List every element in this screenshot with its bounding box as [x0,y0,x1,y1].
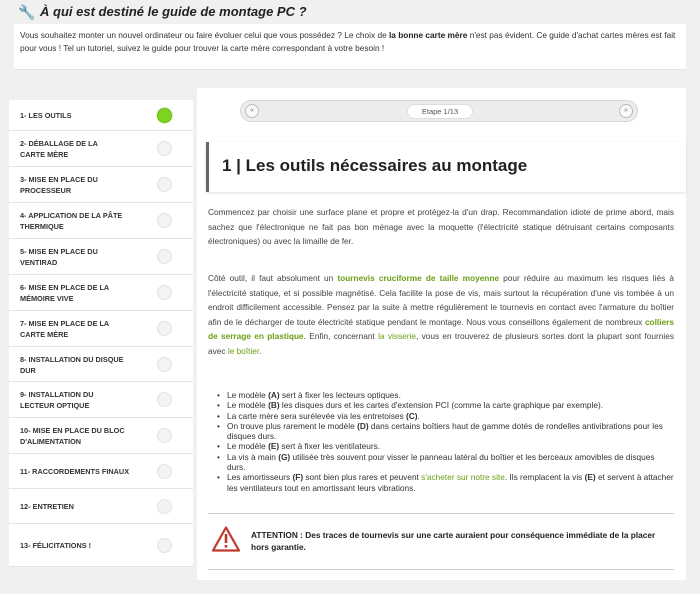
guide-header [14,0,686,26]
sidebar-item-step-5[interactable] [9,239,193,275]
previous-step-button[interactable]: « [245,104,259,118]
sidebar-item-label: 12- ENTRETIEN [20,501,74,511]
case-link[interactable]: le boîtier [227,345,260,356]
buy-on-site-link[interactable]: s'acheter sur notre site [421,472,505,483]
next-step-button[interactable]: » [619,104,633,118]
guide-title: À qui est destiné le guide de montage PC ? [40,4,307,19]
step-navigator [240,100,638,122]
sidebar-item-label: 4- APPLICATION DE LA PÂTE THERMIQUE [20,211,123,231]
list-item: • Le modèle (A) sert à fixer les lecteurs optiques. [217,390,675,400]
sidebar-item-label: 8- INSTALLATION DU DISQUE DUR [20,354,124,375]
step-indicator-icon [157,177,172,192]
sidebar-item-label: 13- FÉLICITATIONS ! [20,540,92,550]
sidebar-item-step-7[interactable] [9,311,193,347]
wrench-icon: 🔧 [18,4,36,20]
warning-box [208,513,674,570]
sidebar-item-label: 10- MISE EN PLACE DU BLOC D'ALIMENTATION [20,426,125,446]
step-indicator-icon [157,428,172,443]
sidebar-item-label: 11- RACCORDEMENTS FINAUX [20,466,130,476]
sidebar-item-step-6[interactable] [9,275,193,311]
sidebar-item-step-2[interactable] [9,131,193,167]
paragraph-tools: Côté outil, il faut absolument un tournevis cruciforme de taille moyenne pour réduire au maximum les risques liés à l'électricité statique, et si possible magnétisé. Cela facilite la pose de vis, mais surtout la récupération d'une vis tombée à un endroit difficilement accessible. Pensez par la suite à mettre régulièrement le tournevis en contact avec l'armature du boîtier afin de le décharger de toute électricité statique pendant le montage. Nous vous conseillons également de nombreux colliers de serrage en plastique. Enfin, concernant la visserie, vous en trouverez de plusieurs sortes dont la plupart sont fournies avec le boîtier. [208,273,674,356]
sidebar-item-step-12[interactable] [9,489,193,524]
step-indicator-icon [157,285,172,300]
sidebar-item-step-8[interactable] [9,347,193,382]
sidebar-item-step-4[interactable] [9,203,193,239]
step-title-box [206,142,686,192]
step-indicator-icon [157,249,172,264]
warning-text: ATTENTION : Des traces de tournevis sur une carte auraient pour conséquence immédiate de la placer hors garantie. [251,530,656,552]
sidebar-item-step-9[interactable] [9,382,193,418]
sidebar-item-step-1[interactable] [9,100,193,131]
intro-text: Vous souhaitez monter un nouvel ordinateur ou faire évoluer celui que vous possédez ? Le choix de la bonne carte mère n'est pas évident. Ce guide d'achat cartes mères est fait pour vous ! Tel un tutoriel, suivez le guide pour trouver la carte mère correspondant à votre besoin ! [14,24,686,70]
list-item: • On trouve plus rarement le modèle (D) dans certains boîtiers haut de gamme dotés de rondelles antivibrations pour les disques durs. [217,421,675,442]
sidebar-item-label: 2- DÉBALLAGE DE LA CARTE MÈRE [20,139,98,159]
sidebar-item-label: 6- MISE EN PLACE DE LA MÉMOIRE VIVE [20,283,110,303]
list-item: • La vis à main (G) utilisée très souvent pour visser le panneau latéral du boîtier et les berceaux amovibles de disques durs. [217,452,675,473]
step-content [197,88,686,580]
step-indicator-icon [157,357,172,372]
step-indicator-icon [157,538,172,553]
intro-highlight: la bonne carte mère [389,30,468,40]
step-indicator-icon [157,464,172,479]
step-indicator-icon [157,392,172,407]
sidebar-item-label: 5- MISE EN PLACE DU VENTIRAD [20,247,98,267]
step-indicator: Etape 1/13 [407,104,473,119]
screws-link[interactable]: la visserie [378,331,416,341]
step-indicator-icon [157,321,172,336]
sidebar-item-label: 7- MISE EN PLACE DE LA CARTE MÈRE [20,319,110,339]
paragraph-surface: Commencez par choisir une surface plane et propre et protégez-la d'un drap. Recommandation idiote de prime abord, mais sachez que l'électronique ne fait pas bon ménage avec la moquette (l'électricité statique détruisant certains composants électroniques) ou avec la limaille de fer. [208,207,674,246]
screw-types-list [217,390,675,493]
step-indicator-icon [157,499,172,514]
list-item: • Le modèle (B) les disques durs et les cartes d'extension PCI (comme la carte graphique par exemple). [217,400,675,410]
step-indicator-icon [157,213,172,228]
list-item: • Les amortisseurs (F) sont bien plus rares et peuvent s'acheter sur notre site. Ils remplacent la vis (E) et servent à attacher les ventilateurs tout en amortissant leurs vibrations. [217,472,675,493]
step-title: 1 | Les outils nécessaires au montage [222,156,528,175]
warning-icon [212,526,240,552]
sidebar-item-label: 1- LES OUTILS [20,110,72,120]
list-item: • Le modèle (E) sert à fixer les ventilateurs. [217,441,675,451]
sidebar-item-step-11[interactable] [9,454,193,489]
sidebar-item-label: 3- MISE EN PLACE DU PROCESSEUR [20,175,98,195]
screwdriver-highlight: tournevis cruciforme de taille moyenne [337,273,500,283]
sidebar-item-step-10[interactable] [9,418,193,454]
active-step-indicator-icon [157,108,172,123]
step-indicator-icon [157,141,172,156]
sidebar-item-step-13[interactable] [9,524,193,567]
cable-ties-highlight: colliers de serrage en plastique [208,316,674,341]
list-item: • La carte mère sera surélevée via les entretoises (C). [217,411,675,421]
sidebar-item-label: 9- INSTALLATION DU LECTEUR OPTIQUE [20,390,94,410]
sidebar-item-step-3[interactable] [9,167,193,203]
steps-sidebar [9,100,193,567]
